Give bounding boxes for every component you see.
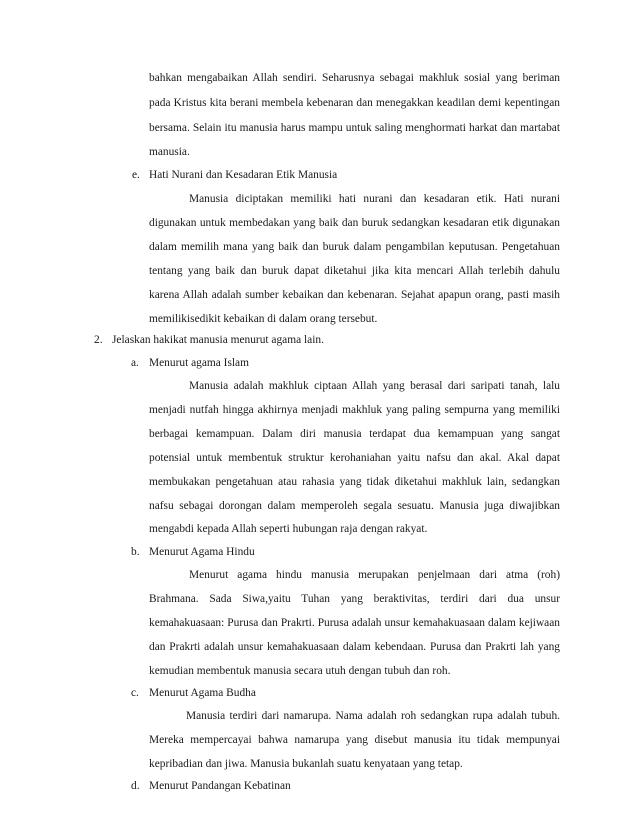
paragraph-line: menjadi nutfah hingga akhirnya menjadi makhluk yang paling sempurna yang memiliki xyxy=(149,404,560,416)
paragraph-line: berbagai kemampuan. Dalam diri manusia terdapat dua kemampuan yang sangat xyxy=(149,428,560,440)
list-marker: b. xyxy=(131,546,140,558)
question-number: 2. xyxy=(94,334,103,346)
paragraph-line: mengabdi kepada Allah seperti hubungan raja dengan rakyat. xyxy=(149,523,428,535)
paragraph-line: karena Allah adalah sumber kebaikan dan kebenaran. Sejahat apapun orang, pasti masih xyxy=(149,289,560,301)
paragraph-line: Menurut agama hindu manusia merupakan penjelmaan dari atma (roh) xyxy=(189,569,560,581)
paragraph-line: kemahakuasaan: Purusa dan Prakrti. Purusa adalah unsur kemahakuasaan dalam kejiwaan xyxy=(149,617,560,629)
paragraph-line: bersama. Selain itu manusia harus mampu untuk saling menghormati harkat dan martabat xyxy=(149,122,560,134)
paragraph-line: dalam memilih mana yang baik dan buruk dalam pengambilan keputusan. Pengetahuan xyxy=(149,241,560,253)
paragraph-line: Mereka mempercayai bahwa namarupa yang disebut manusia itu tidak mempunyai xyxy=(149,734,560,746)
paragraph-line: tentang yang baik dan buruk dapat diketahui jika kita mencari Allah terlebih dahulu xyxy=(149,265,560,277)
paragraph-line: kepribadian dan jiwa. Manusia bukanlah suatu kenyataan yang tetap. xyxy=(149,758,463,770)
list-marker: e. xyxy=(132,169,140,181)
paragraph-line: Manusia diciptakan memiliki hati nurani dan kesadaran etik. Hati nurani xyxy=(189,193,560,205)
paragraph-line: Brahmana. Sada Siwa,yaitu Tuhan yang beraktivitas, terdiri dari dua unsur xyxy=(149,593,560,605)
paragraph-line: kemudian membentuk manusia secara utuh dengan tubuh dan roh. xyxy=(149,665,451,677)
section-heading: Menurut Agama Budha xyxy=(149,687,256,699)
paragraph-line: membukakan pengetahuan atau rahasia yang tidak diketahui makhluk lain, sedangkan xyxy=(149,476,560,488)
paragraph-line: dan Prakrti adalah unsur kemahakuasaan dalam kebendaan. Purusa dan Prakrti lah yang xyxy=(149,641,560,653)
paragraph-line: manusia. xyxy=(149,146,190,158)
paragraph-line: nafsu sebagai dorongan dalam memperoleh segala sesuatu. Manusia juga diwajibkan xyxy=(149,500,560,512)
paragraph-line: memilikisedikit kebaikan di dalam orang tersebut. xyxy=(149,313,378,325)
list-marker: d. xyxy=(131,780,140,792)
list-marker: c. xyxy=(131,687,139,699)
section-heading: Menurut agama Islam xyxy=(149,357,249,369)
paragraph-line: digunakan untuk membedakan yang baik dan buruk sedangkan kesadaran etik digunakan xyxy=(149,217,560,229)
paragraph-line: Manusia terdiri dari namarupa. Nama adalah roh sedangkan rupa adalah tubuh. xyxy=(186,710,560,722)
question-text: Jelaskan hakikat manusia menurut agama lain. xyxy=(112,334,324,346)
paragraph-line: Manusia adalah makhluk ciptaan Allah yang berasal dari saripati tanah, lalu xyxy=(189,380,560,392)
paragraph-line: pada Kristus kita berani membela kebenaran dan menegakkan keadilan demi kepentingan xyxy=(149,97,560,109)
section-heading: Hati Nurani dan Kesadaran Etik Manusia xyxy=(149,169,338,181)
paragraph-line: potensial untuk membentuk struktur kerohaniahan yaitu nafsu dan akal. Akal dapat xyxy=(149,452,560,464)
section-heading: Menurut Pandangan Kebatinan xyxy=(149,780,291,792)
section-heading: Menurut Agama Hindu xyxy=(149,546,255,558)
list-marker: a. xyxy=(131,357,139,369)
paragraph-line: bahkan mengabaikan Allah sendiri. Seharusnya sebagai makhluk sosial yang beriman xyxy=(149,72,560,84)
